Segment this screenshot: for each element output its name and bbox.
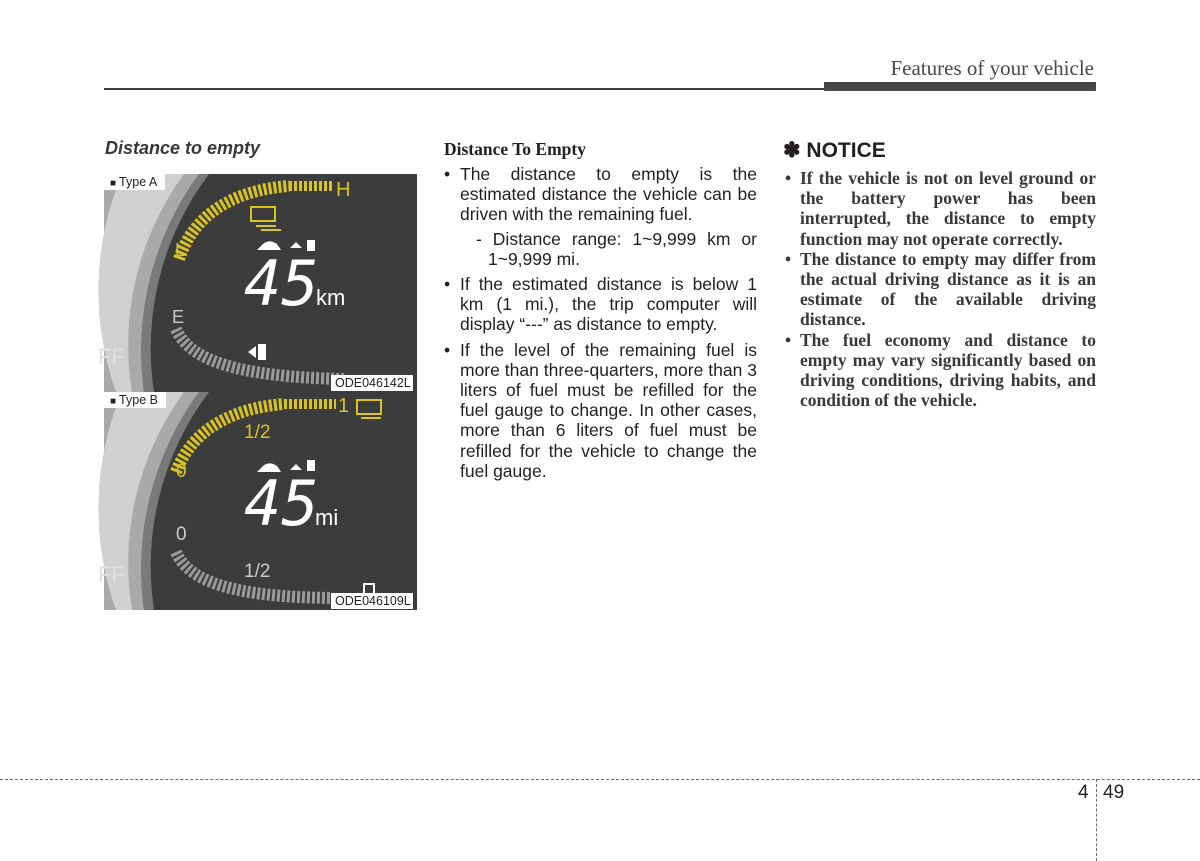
distance-readout: 45 xyxy=(244,467,319,540)
notice-item: • If the vehicle is not on level ground or the battery power has been interrupted, the distance to empty function may not operate correctly. xyxy=(785,168,1096,249)
figure-code: ODE046142L xyxy=(331,375,413,391)
page-number: 49 xyxy=(1103,782,1125,803)
notice-title: ✽ NOTICE xyxy=(783,139,886,162)
footer-rule xyxy=(0,779,1200,780)
figure-code: ODE046109L xyxy=(331,593,413,609)
gauge-mark-lower: E xyxy=(172,307,185,327)
header-rule-thick xyxy=(824,82,1096,91)
subsection-heading: Distance To Empty xyxy=(444,139,586,159)
running-header: Features of your vehicle xyxy=(890,56,1094,80)
list-item: • If the estimated distance is below 1 km (1 mi.), the trip computer will display “---” as distance to empty. xyxy=(444,274,757,335)
header-rule xyxy=(104,88,824,90)
cluster-illustration-type-a xyxy=(98,174,417,392)
section-heading: Distance to empty xyxy=(105,138,261,158)
list-item: • The distance to empty is the estimated distance the vehicle can be driven with the remaining fuel. - Distance range: 1~9,999 km or 1~9,999 mi. xyxy=(444,164,757,269)
notice-list xyxy=(783,168,1096,410)
gauge-mark-half-lower: 1/2 xyxy=(244,561,271,582)
gauge-mark-full: 1 xyxy=(338,395,350,417)
gauge-mark-edge: FF xyxy=(98,344,125,369)
notice-item: • The distance to empty may differ from the actual driving distance as it is an estimate of the available driving distance. xyxy=(785,248,1096,330)
gauge-mark-upper: L xyxy=(175,240,186,260)
gauge-mark-full: H xyxy=(336,179,351,201)
sub-list-item: - Distance range: 1~9,999 km or 1~9,999 mi. xyxy=(476,228,757,269)
distance-unit: km xyxy=(316,285,346,310)
list-item: • If the level of the remaining fuel is more than three-quarters, more than 3 liters of fuel must be refilled for the fuel gauge to change. In other cases, more than 6 liters of fuel must be refilled for the vehicle to change the fuel gauge. xyxy=(444,339,757,481)
gauge-mark-edge: FF xyxy=(98,562,125,587)
distance-unit: mi xyxy=(315,505,339,530)
description-column xyxy=(444,139,757,486)
chapter-number: 4 xyxy=(1078,782,1089,803)
notice-item: • The fuel economy and distance to empty may vary significantly based on driving conditions, driving habits, and condition of the vehicle. xyxy=(785,329,1096,411)
gauge-mark-zero-upper: 0 xyxy=(176,461,187,482)
footer-divider xyxy=(1096,779,1097,861)
figure-type-label: ■ Type A xyxy=(104,174,165,190)
figure-type-label: ■ Type B xyxy=(104,392,166,408)
cluster-illustration-type-b xyxy=(98,392,417,610)
cluster-figure-type-b xyxy=(98,392,417,610)
gauge-mark-half: 1/2 xyxy=(244,422,271,443)
notice-box xyxy=(783,138,1096,410)
cluster-figure-type-a xyxy=(98,174,417,392)
description-list xyxy=(444,164,757,481)
gauge-mark-zero-lower: 0 xyxy=(176,524,187,545)
distance-readout: 45 xyxy=(244,247,319,320)
